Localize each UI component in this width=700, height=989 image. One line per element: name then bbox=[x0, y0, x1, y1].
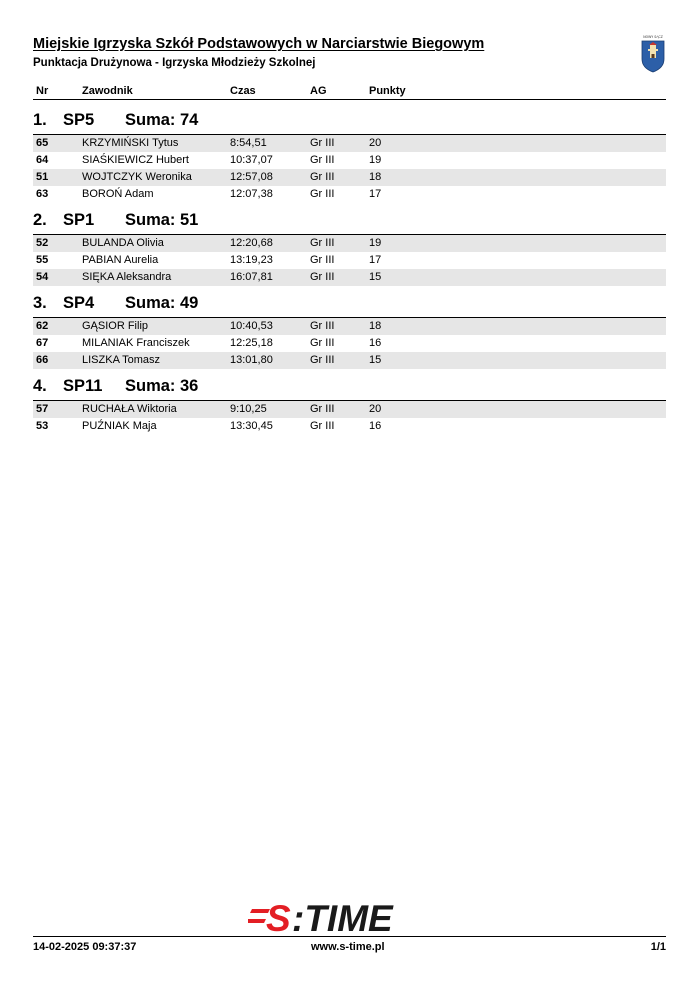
team-rank: 2. bbox=[33, 211, 47, 229]
column-header-nr: Nr bbox=[36, 85, 49, 97]
team-header bbox=[33, 210, 666, 235]
points: 18 bbox=[369, 320, 382, 332]
bib-number: 55 bbox=[36, 254, 49, 266]
column-header-punkty: Punkty bbox=[369, 85, 406, 97]
page-number: 1/1 bbox=[650, 941, 666, 953]
points: 15 bbox=[369, 354, 382, 366]
team-name: SP11 bbox=[63, 377, 103, 395]
race-time: 10:37,07 bbox=[230, 154, 273, 166]
team-header bbox=[33, 110, 666, 135]
athlete-name: SIĘKA Aleksandra bbox=[82, 271, 172, 283]
team-header bbox=[33, 293, 666, 318]
points: 18 bbox=[369, 171, 382, 183]
team-rank: 1. bbox=[33, 111, 47, 129]
column-header-row bbox=[33, 85, 666, 100]
athlete-name: MILANIAK Franciszek bbox=[82, 337, 190, 349]
age-group: Gr III bbox=[310, 154, 335, 166]
team-block bbox=[33, 293, 666, 369]
bib-number: 63 bbox=[36, 188, 49, 200]
table-row bbox=[33, 352, 666, 369]
table-row bbox=[33, 186, 666, 203]
bib-number: 64 bbox=[36, 154, 49, 166]
athlete-name: RUCHAŁA Wiktoria bbox=[82, 403, 177, 415]
points: 19 bbox=[369, 237, 382, 249]
race-time: 12:07,38 bbox=[230, 188, 273, 200]
table-row bbox=[33, 152, 666, 169]
table-row bbox=[33, 269, 666, 286]
age-group: Gr III bbox=[310, 254, 335, 266]
team-sum: Suma: 51 bbox=[125, 211, 199, 229]
team-name: SP4 bbox=[63, 294, 95, 312]
athlete-name: PUŹNIAK Maja bbox=[82, 420, 157, 432]
points: 16 bbox=[369, 337, 382, 349]
table-row bbox=[33, 135, 666, 152]
team-name: SP5 bbox=[63, 111, 95, 129]
points: 16 bbox=[369, 420, 382, 432]
bib-number: 53 bbox=[36, 420, 49, 432]
bib-number: 57 bbox=[36, 403, 49, 415]
logo-text: :TIME bbox=[292, 898, 393, 934]
athlete-name: GĄSIOR Filip bbox=[82, 320, 149, 332]
race-time: 9:10,25 bbox=[230, 403, 267, 415]
bib-number: 65 bbox=[36, 137, 49, 149]
athlete-name: PABIAN Aurelia bbox=[82, 254, 159, 266]
website-link[interactable]: www.s-time.pl bbox=[311, 941, 385, 953]
table-row bbox=[33, 252, 666, 269]
athlete-name: SIAŚKIEWICZ Hubert bbox=[82, 154, 189, 166]
bib-number: 66 bbox=[36, 354, 49, 366]
race-time: 12:20,68 bbox=[230, 237, 273, 249]
s-time-logo bbox=[248, 898, 452, 934]
age-group: Gr III bbox=[310, 188, 335, 200]
athlete-name: BOROŃ Adam bbox=[82, 188, 154, 200]
team-sum: Suma: 49 bbox=[125, 294, 199, 312]
city-crest-icon bbox=[640, 33, 666, 73]
age-group: Gr III bbox=[310, 420, 335, 432]
age-group: Gr III bbox=[310, 237, 335, 249]
race-time: 13:30,45 bbox=[230, 420, 273, 432]
table-row bbox=[33, 318, 666, 335]
column-header-ag: AG bbox=[310, 85, 327, 97]
team-sum: Suma: 74 bbox=[125, 111, 199, 129]
print-timestamp: 14-02-2025 09:37:37 bbox=[33, 941, 137, 953]
table-row bbox=[33, 335, 666, 352]
race-time: 12:57,08 bbox=[230, 171, 273, 183]
team-block bbox=[33, 210, 666, 286]
team-header bbox=[33, 376, 666, 401]
points: 19 bbox=[369, 154, 382, 166]
points: 17 bbox=[369, 188, 382, 200]
team-name: SP1 bbox=[63, 211, 95, 229]
table-row bbox=[33, 169, 666, 186]
race-time: 13:19,23 bbox=[230, 254, 273, 266]
bib-number: 67 bbox=[36, 337, 49, 349]
column-header-czas: Czas bbox=[230, 85, 256, 97]
athlete-name: BULANDA Olivia bbox=[82, 237, 164, 249]
team-rank: 4. bbox=[33, 377, 47, 395]
race-time: 8:54,51 bbox=[230, 137, 267, 149]
table-row bbox=[33, 418, 666, 435]
points: 20 bbox=[369, 403, 382, 415]
race-time: 10:40,53 bbox=[230, 320, 273, 332]
age-group: Gr III bbox=[310, 137, 335, 149]
age-group: Gr III bbox=[310, 403, 335, 415]
team-block bbox=[33, 376, 666, 435]
team-block bbox=[33, 110, 666, 203]
athlete-name: KRZYMIŃSKI Tytus bbox=[82, 137, 179, 149]
crest-label: NOWY SĄCZ bbox=[643, 35, 663, 39]
athlete-name: LISZKA Tomasz bbox=[82, 354, 161, 366]
points: 17 bbox=[369, 254, 382, 266]
age-group: Gr III bbox=[310, 271, 335, 283]
bib-number: 51 bbox=[36, 171, 49, 183]
age-group: Gr III bbox=[310, 337, 335, 349]
bib-number: 62 bbox=[36, 320, 49, 332]
points: 20 bbox=[369, 137, 382, 149]
team-rank: 3. bbox=[33, 294, 47, 312]
age-group: Gr III bbox=[310, 354, 335, 366]
column-header-zawodnik: Zawodnik bbox=[82, 85, 133, 97]
bib-number: 52 bbox=[36, 237, 49, 249]
page-footer bbox=[33, 936, 666, 954]
logo-s-letter: S bbox=[266, 898, 291, 934]
race-time: 12:25,18 bbox=[230, 337, 273, 349]
table-row bbox=[33, 235, 666, 252]
age-group: Gr III bbox=[310, 320, 335, 332]
team-sum: Suma: 36 bbox=[125, 377, 199, 395]
points: 15 bbox=[369, 271, 382, 283]
table-row bbox=[33, 401, 666, 418]
race-time: 13:01,80 bbox=[230, 354, 273, 366]
page-subtitle: Punktacja Drużynowa - Igrzyska Młodzieży Szkolnej bbox=[33, 57, 316, 69]
age-group: Gr III bbox=[310, 171, 335, 183]
race-time: 16:07,81 bbox=[230, 271, 273, 283]
bib-number: 54 bbox=[36, 271, 49, 283]
athlete-name: WOJTCZYK Weronika bbox=[82, 171, 192, 183]
page-title: Miejskie Igrzyska Szkół Podstawowych w Narciarstwie Biegowym bbox=[33, 36, 485, 52]
